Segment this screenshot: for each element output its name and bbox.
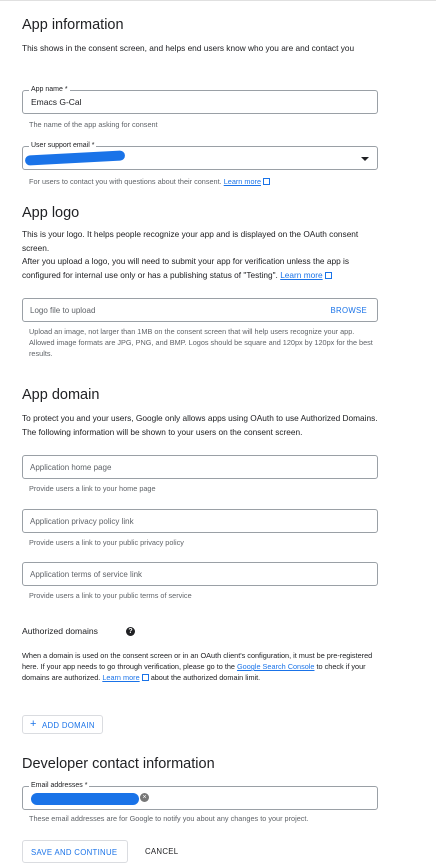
- app-name-hint: The name of the app asking for consent: [29, 120, 158, 129]
- app-name-value: Emacs G-Cal: [31, 97, 82, 107]
- privacy-policy-hint: Provide users a link to your public privacy policy: [29, 538, 184, 547]
- section-title-app-domain: App domain: [22, 387, 100, 403]
- redacted-email-scribble: [31, 793, 139, 805]
- app-name-field[interactable]: [22, 86, 378, 114]
- chevron-down-icon: [361, 157, 369, 161]
- top-divider: [0, 0, 436, 1]
- google-search-console-link[interactable]: Google Search Console: [237, 662, 315, 671]
- application-home-page-input[interactable]: [22, 455, 378, 479]
- application-privacy-policy-input[interactable]: [22, 509, 378, 533]
- developer-email-hint: These email addresses are for Google to notify you about any changes to your project.: [29, 814, 309, 823]
- privacy-policy-placeholder: Application privacy policy link: [30, 517, 134, 526]
- learn-more-link[interactable]: Learn more: [223, 177, 262, 186]
- remove-email-icon[interactable]: ×: [140, 793, 149, 802]
- learn-more-link[interactable]: Learn more: [102, 673, 140, 682]
- app-name-label: App name *: [31, 86, 68, 93]
- help-icon[interactable]: ?: [126, 627, 135, 636]
- save-and-continue-button[interactable]: [22, 840, 128, 863]
- add-domain-label: ADD DOMAIN: [42, 721, 95, 730]
- section-title-app-information: App information: [22, 17, 124, 33]
- cancel-button[interactable]: CANCEL: [145, 847, 179, 856]
- user-support-email-select[interactable]: [22, 142, 378, 170]
- section-title-app-logo: App logo: [22, 205, 80, 221]
- terms-of-service-placeholder: Application terms of service link: [30, 570, 143, 579]
- learn-more-link[interactable]: Learn more: [280, 269, 323, 280]
- logo-file-placeholder: Logo file to upload: [30, 306, 96, 315]
- external-link-icon: [263, 178, 270, 185]
- home-page-placeholder: Application home page: [30, 463, 112, 472]
- authorized-domains-title: Authorized domains: [22, 626, 98, 636]
- plus-icon: +: [30, 718, 37, 730]
- app-domain-description: To protect you and your users, Google only allows apps using OAuth to use Authorized Domains. The following information will be shown to your users on the consent screen.: [22, 413, 378, 437]
- developer-email-field[interactable]: [22, 782, 378, 810]
- external-link-icon: [325, 272, 332, 279]
- app-information-description: This shows in the consent screen, and helps end users know who you are and contact you: [22, 43, 355, 53]
- application-terms-of-service-input[interactable]: [22, 562, 378, 586]
- add-domain-button[interactable]: [22, 715, 103, 734]
- app-logo-description: This is your logo. It helps people recognize your app and is displayed on the OAuth consent screen. After you upload a logo, you will need to submit your app for verification unless the app is configured for internal use only or has a publishing status of "Testing". Learn more: [22, 229, 359, 280]
- browse-button[interactable]: BROWSE: [330, 306, 367, 315]
- logo-file-upload-field[interactable]: [22, 298, 378, 322]
- terms-of-service-hint: Provide users a link to your public terms of service: [29, 591, 192, 600]
- external-link-icon: [142, 674, 149, 681]
- redacted-email-scribble: [25, 150, 125, 165]
- section-title-developer-contact: Developer contact information: [22, 756, 215, 772]
- authorized-domains-description: When a domain is used on the consent screen or in an OAuth client's configuration, it must be pre-registered here. If your app needs to go through verification, please go to the Google Search Console to check if your domains are authorized. Learn more about the authorized domain limit.: [22, 651, 373, 682]
- email-addresses-label: Email addresses *: [31, 782, 88, 789]
- save-and-continue-label: SAVE AND CONTINUE: [31, 848, 118, 857]
- user-support-email-label: User support email *: [31, 142, 95, 149]
- user-support-email-hint: For users to contact you with questions about their consent. Learn more: [29, 176, 379, 187]
- logo-upload-hint: Upload an image, not larger than 1MB on the consent screen that will help users recognize your app. Allowed image formats are JPG, PNG, and BMP. Logos should be square and 120px by 120px for the best results.: [29, 327, 373, 358]
- home-page-hint: Provide users a link to your home page: [29, 484, 156, 493]
